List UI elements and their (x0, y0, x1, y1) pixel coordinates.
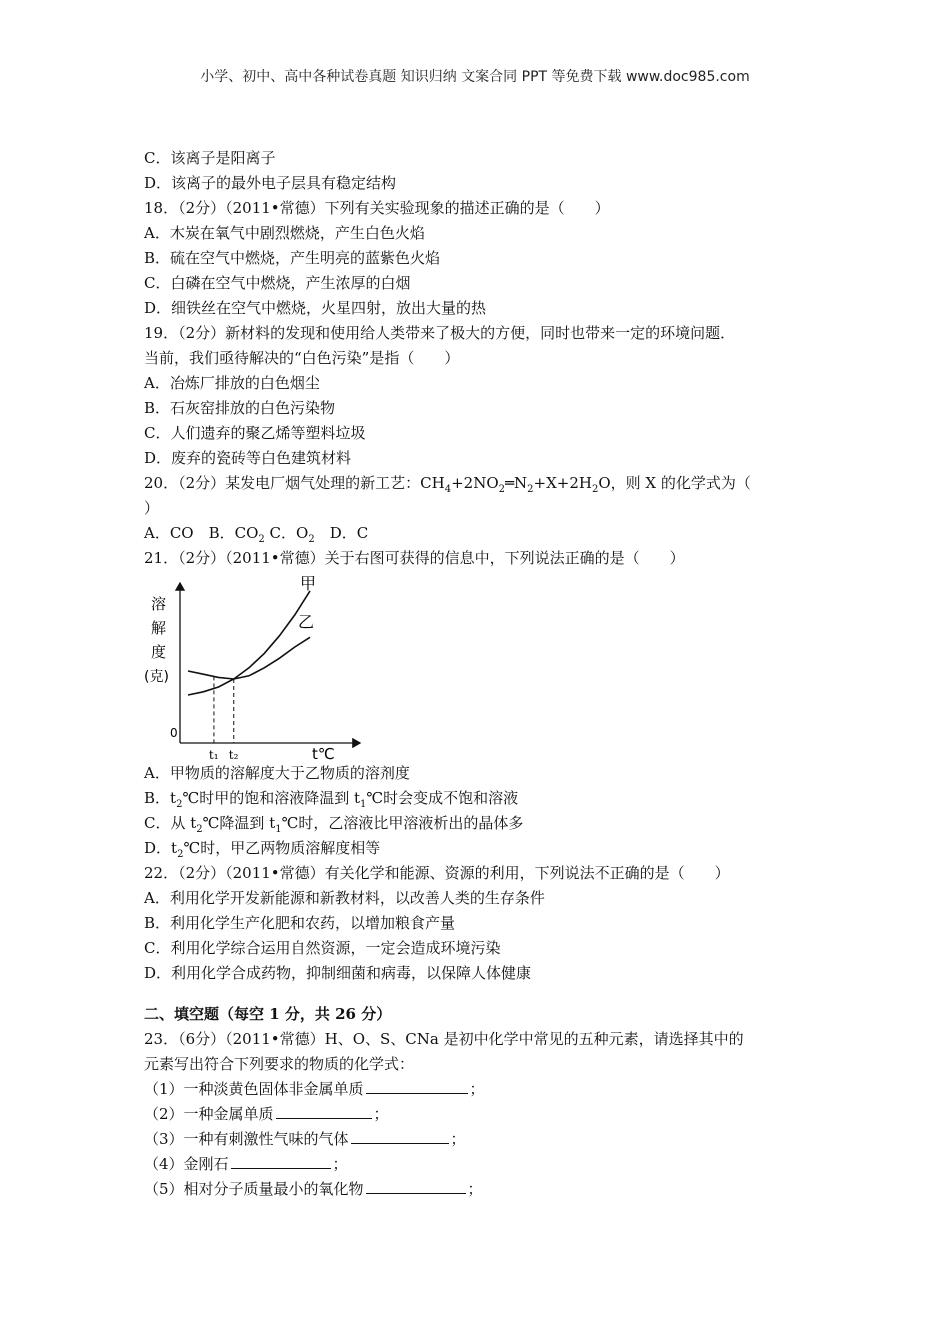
y-label-char-3: 度 (151, 643, 167, 661)
q20-options: A．CO B．$CO_2$ C．$O_2$ D．C (144, 524, 369, 545)
q22-stem: 22．（2分）（2011•常德）有关化学和能源、资源的利用，下列说法不正确的是（ ） (144, 864, 730, 882)
q21-option-a: A．甲物质的溶解度大于乙物质的溶剂度 (144, 764, 410, 782)
q19-stem-line1: 19．（2分）新材料的发现和使用给人类带来了极大的方便，同时也带来一定的环境问题． (144, 324, 736, 342)
q22-option-a: A．利用化学开发新能源和新教材料，以改善人类的生存条件 (144, 889, 545, 907)
q19-option-a: A．冶炼厂排放的白色烟尘 (144, 374, 320, 392)
y-label-char-1: 溶 (151, 595, 167, 613)
y-label-unit: (克) (144, 669, 169, 685)
q22-option-b: B．利用化学生产化肥和农药，以增加粮食产量 (144, 914, 456, 932)
answer-blank-4[interactable] (231, 1152, 331, 1169)
series-line-jia (188, 591, 310, 695)
q23-item-1: （1）一种淡黄色固体非金属单质 ； (144, 1077, 814, 1102)
q20-stem-close: ） (144, 499, 160, 517)
q18-option-a: A．木炭在氧气中剧烈燃烧，产生白色火焰 (144, 224, 425, 242)
solubility-chart-svg (144, 571, 384, 761)
q23-stem-line1: 23．（6分）（2011•常德）H、O、S、CNa 是初中化学中常见的五种元素，请选择其中的 (144, 1030, 744, 1048)
q19-option-c: C．人们遗弃的聚乙烯等塑料垃圾 (144, 424, 366, 442)
solubility-chart (144, 571, 814, 761)
q23-item-2: （2）一种金属单质 ； (144, 1102, 814, 1127)
q22-option-c: C．利用化学综合运用自然资源，一定会造成环境污染 (144, 939, 501, 957)
q18-option-b: B．硫在空气中燃烧，产生明亮的蓝紫色火焰 (144, 249, 441, 267)
q18-option-c: C．白磷在空气中燃烧，产生浓厚的白烟 (144, 274, 411, 292)
q23-item-5: （5）相对分子质量最小的氧化物 ； (144, 1177, 814, 1202)
q18-stem: 18．（2分）（2011•常德）下列有关实验现象的描述正确的是（ ） (144, 199, 610, 217)
q23-stem-line2: 元素写出符合下列要求的物质的化学式： (144, 1055, 415, 1073)
q22-option-d: D．利用化学合成药物，抑制细菌和病毒，以保障人体健康 (144, 964, 532, 982)
q21-stem: 21．（2分）（2011•常德）关于右图可获得的信息中，下列说法正确的是（ ） (144, 549, 685, 567)
q21-option-b: B．$t_2℃$时甲的饱和溶液降温到 $t_1℃$时会变成不饱和溶液 (144, 789, 519, 810)
q18-option-d: D．细铁丝在空气中燃烧，火星四射，放出大量的热 (144, 299, 487, 317)
x-axis-label: t℃ (312, 745, 335, 761)
tick-label-t2: t₂ (228, 748, 239, 761)
q17-option-c: C．该离子是阳离子 (144, 149, 276, 167)
answer-blank-2[interactable] (276, 1102, 372, 1119)
series-label-jia: 甲 (300, 573, 317, 593)
answer-blank-5[interactable] (366, 1177, 466, 1194)
q21-option-d: D．$t_2℃$时，甲乙两物质溶解度相等 (144, 839, 381, 860)
y-label-char-2: 解 (151, 619, 167, 637)
tick-label-t1: t₁ (208, 748, 219, 761)
q23-item-3: （3）一种有刺激性气味的气体 ； (144, 1127, 814, 1152)
q19-option-b: B．石灰窑排放的白色污染物 (144, 399, 336, 417)
series-label-yi: 乙 (298, 612, 315, 632)
section-fill-in-title: 二、填空题（每空 1 分，共 26 分） (144, 1005, 392, 1023)
q19-option-d: D．废弃的瓷砖等白色建筑材料 (144, 449, 352, 467)
q21-option-c: C．从 $t_2℃$降温到 $t_1℃$时，乙溶液比甲溶液析出的晶体多 (144, 814, 524, 835)
q17-option-d: D．该离子的最外电子层具有稳定结构 (144, 174, 397, 192)
q19-stem-line2: 当前，我们亟待解决的“白色污染”是指（ ） (144, 349, 460, 367)
page-header: 小学、初中、高中各种试卷真题 知识归纳 文案合同 PPT 等免费下载 www.doc985.com (200, 69, 750, 85)
q20-stem: 20．（2分）某发电厂烟气处理的新工艺：$CH_4+2NO_2═N_2+X+2H_2O$，则 X 的化学式为（ (144, 474, 751, 495)
answer-blank-1[interactable] (366, 1077, 468, 1094)
exam-content (144, 146, 814, 1202)
answer-blank-3[interactable] (351, 1127, 449, 1144)
origin-label: 0 (170, 726, 178, 740)
q23-item-4: （4）金刚石 ； (144, 1152, 814, 1177)
series-line-yi (188, 637, 310, 679)
